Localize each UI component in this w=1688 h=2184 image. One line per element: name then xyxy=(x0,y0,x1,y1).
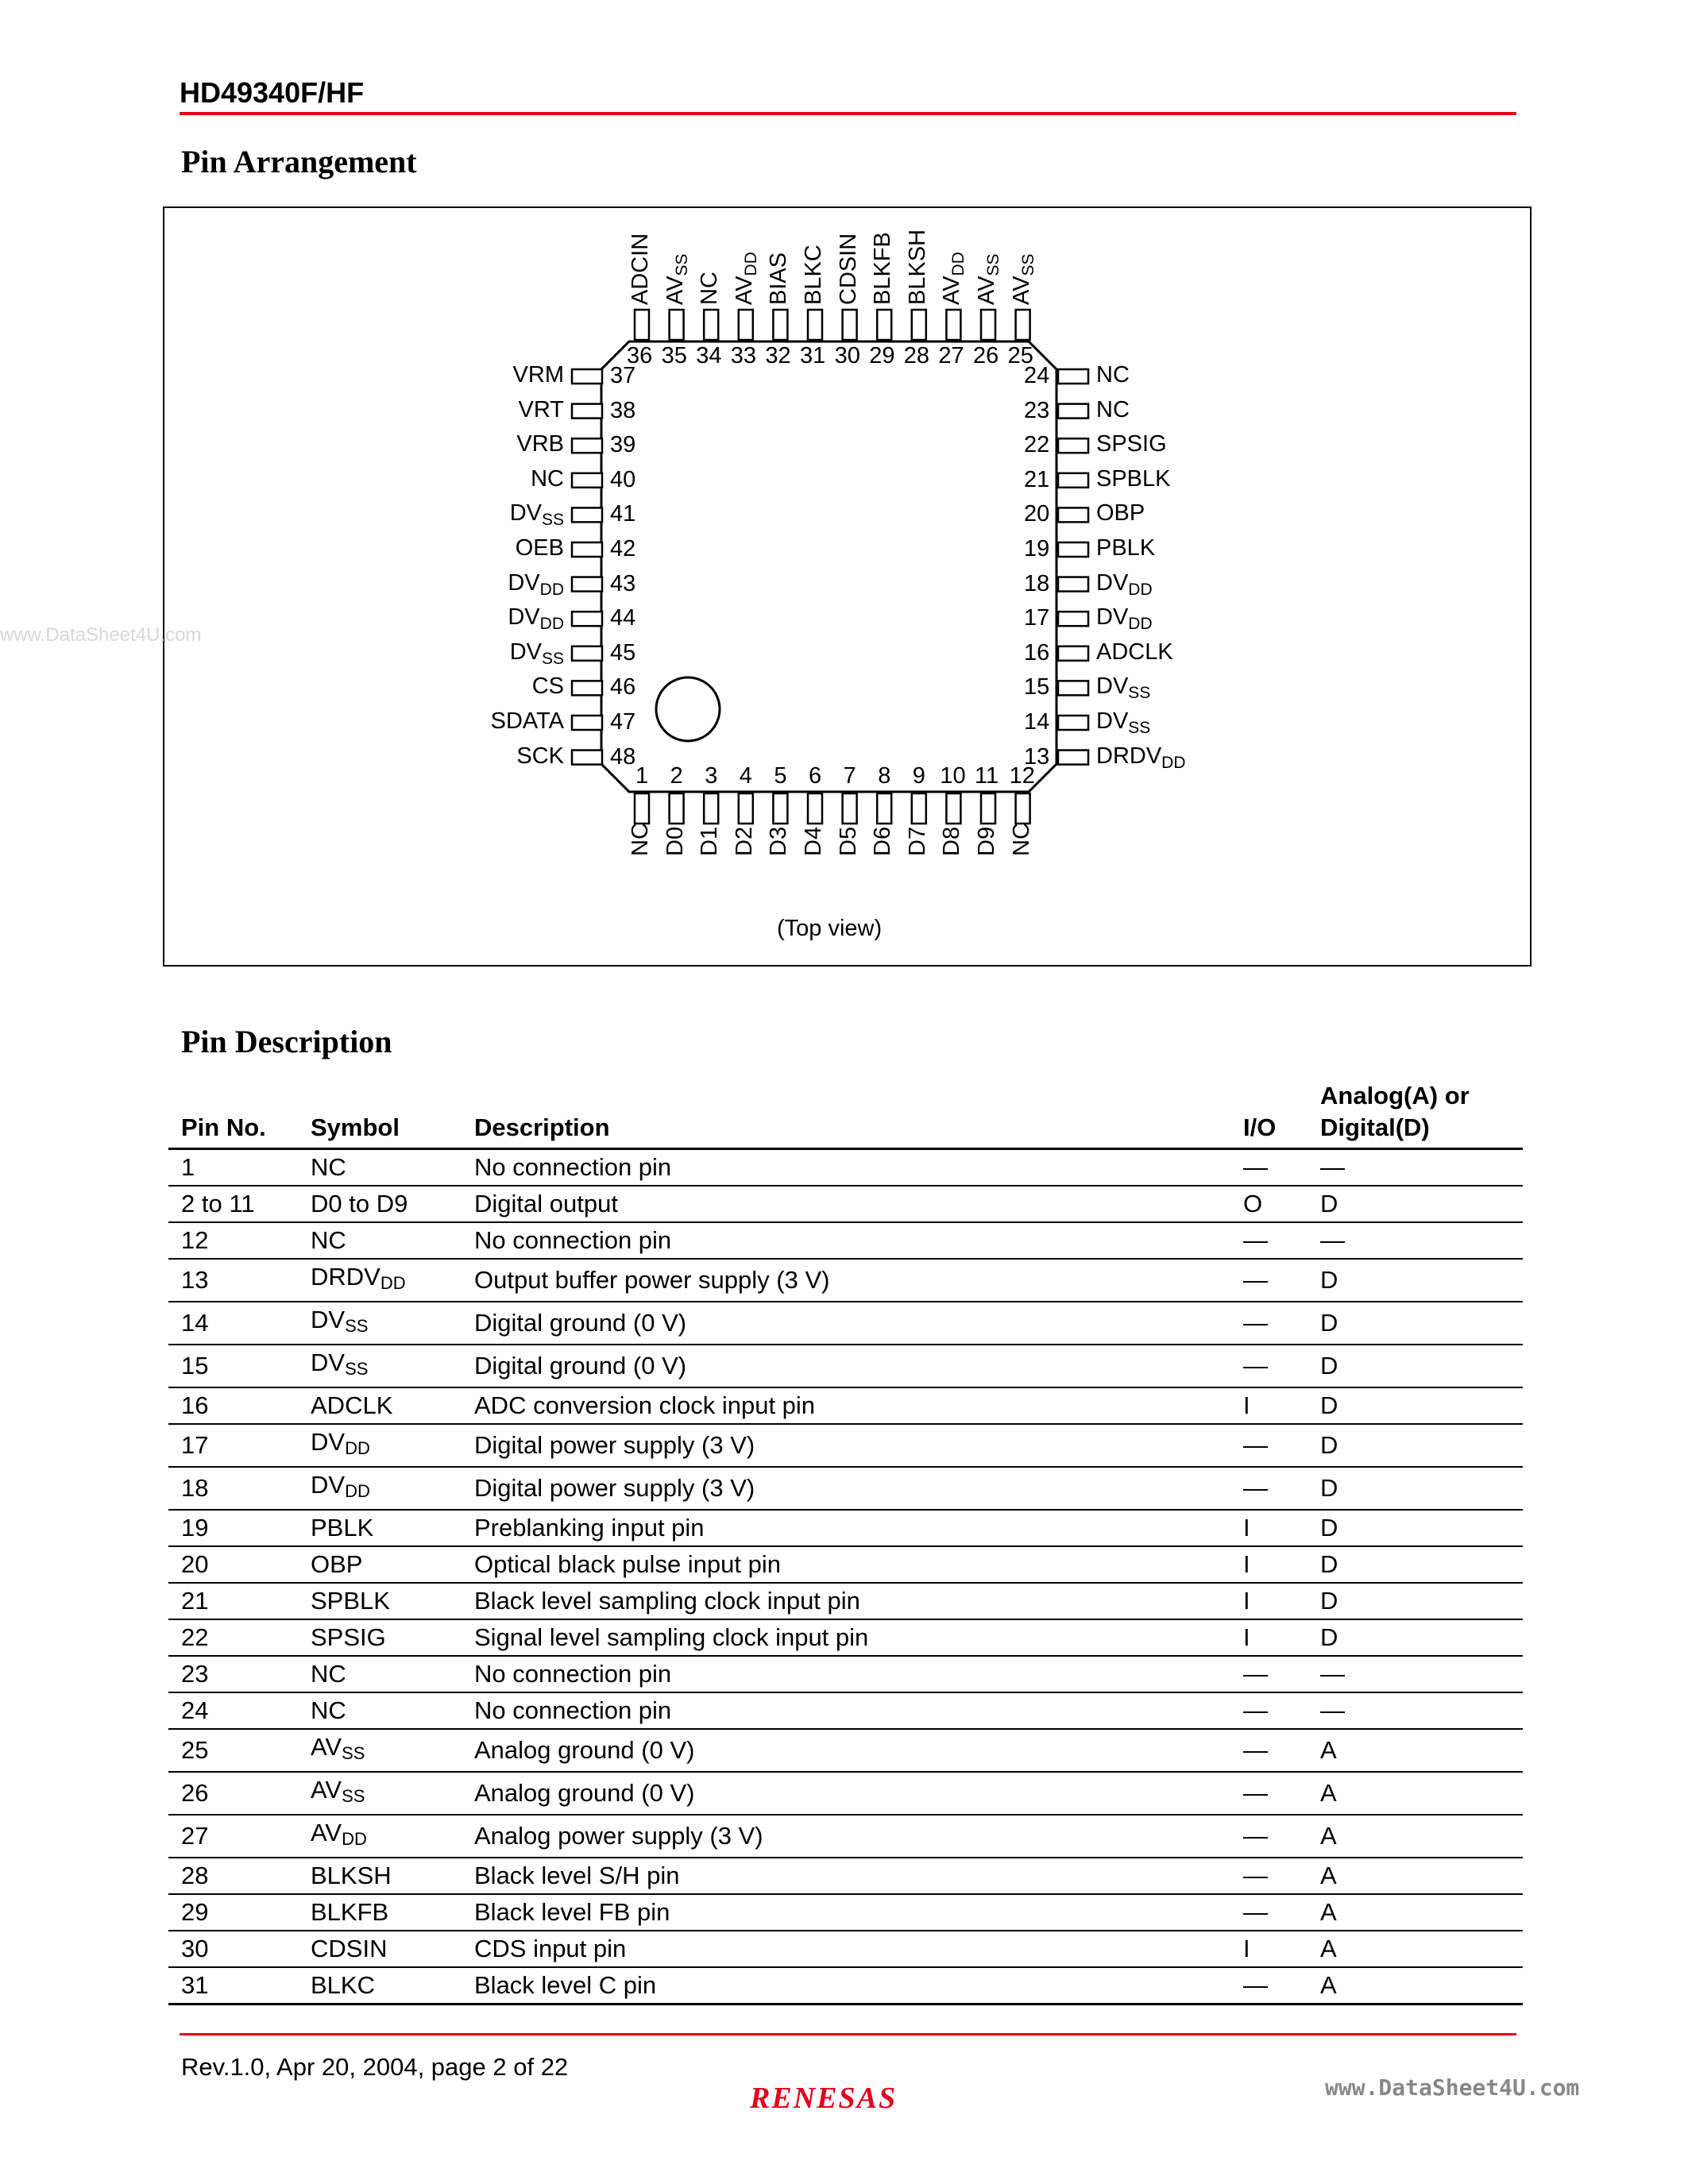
pin-label-32: BIAS xyxy=(766,252,792,305)
pin-stub-43 xyxy=(572,577,602,592)
table-row xyxy=(168,1302,1523,1345)
pin-label-48: SCK xyxy=(516,743,564,769)
pin-stub-28 xyxy=(912,310,926,340)
cell-symbol: SPSIG xyxy=(298,1619,462,1656)
cell-pin-no: 14 xyxy=(168,1302,298,1345)
pin-stub-45 xyxy=(572,646,602,661)
pin-number-11: 11 xyxy=(975,763,999,789)
cell-symbol: BLKFB xyxy=(298,1894,462,1931)
cell-description: Optical black pulse input pin xyxy=(462,1546,1230,1583)
cell-pin-no: 20 xyxy=(168,1546,298,1583)
pin-stub-23 xyxy=(1058,404,1088,419)
pin-number-12: 12 xyxy=(1009,763,1035,789)
pin-number-35: 35 xyxy=(661,343,687,369)
cell-description: Signal level sampling clock input pin xyxy=(462,1619,1230,1656)
pin-label-31: BLKC xyxy=(801,245,826,305)
document-title: HD49340F/HF xyxy=(180,76,365,109)
cell-pin-no: 15 xyxy=(168,1345,298,1387)
cell-description: Black level sampling clock input pin xyxy=(462,1583,1230,1619)
table-row xyxy=(168,1467,1523,1510)
pin-label-36: ADCIN xyxy=(628,233,653,305)
pin-label-10: D8 xyxy=(939,826,965,856)
table-row xyxy=(168,1772,1523,1815)
pin-label-41: $DV_{SS}$ xyxy=(509,500,564,530)
cell-io: — xyxy=(1230,1345,1308,1387)
cell-symbol: $DV_{DD}$ xyxy=(298,1424,462,1467)
pin-stub-34 xyxy=(704,310,718,340)
pin-number-10: 10 xyxy=(940,763,966,789)
table-body xyxy=(168,1148,1523,2004)
pin-number-31: 31 xyxy=(800,343,826,369)
cell-analog-digital: D xyxy=(1308,1619,1523,1656)
pin-label-22: SPSIG xyxy=(1096,431,1167,457)
cell-pin-no: 25 xyxy=(168,1729,298,1772)
cell-symbol: NC xyxy=(298,1222,462,1259)
cell-pin-no: 28 xyxy=(168,1858,298,1894)
pin-number-19: 19 xyxy=(1024,536,1050,561)
pin-number-38: 38 xyxy=(610,397,636,423)
pin-label-5: D3 xyxy=(766,826,792,856)
pin-number-1: 1 xyxy=(635,763,649,789)
pin-number-17: 17 xyxy=(1024,605,1050,631)
cell-description: CDS input pin xyxy=(462,1931,1230,1967)
pin-number-20: 20 xyxy=(1024,501,1050,527)
pin-number-37: 37 xyxy=(610,363,636,388)
cell-symbol: NC xyxy=(298,1692,462,1729)
pin-number-41: 41 xyxy=(610,501,636,527)
table-row xyxy=(168,1259,1523,1302)
cell-description: Analog ground (0 V) xyxy=(462,1772,1230,1815)
pin-number-25: 25 xyxy=(1007,343,1033,369)
pin-label-21: SPBLK xyxy=(1096,465,1171,492)
pin-stub-40 xyxy=(572,473,602,488)
pin-number-3: 3 xyxy=(705,763,718,789)
cell-symbol: NC xyxy=(298,1148,462,1186)
table-row xyxy=(168,1894,1523,1931)
pin-number-5: 5 xyxy=(774,763,787,789)
pin-number-22: 22 xyxy=(1024,432,1050,458)
cell-description: No connection pin xyxy=(462,1148,1230,1186)
cell-description: No connection pin xyxy=(462,1222,1230,1259)
cell-analog-digital: A xyxy=(1308,1967,1523,2005)
pin-stub-10 xyxy=(946,793,960,824)
section-title-pin-description: Pin Description xyxy=(181,1024,392,1059)
cell-analog-digital: D xyxy=(1308,1546,1523,1583)
cell-pin-no: 16 xyxy=(168,1387,298,1424)
pin-label-44: $DV_{DD}$ xyxy=(508,604,564,634)
pin-label-33: $AV_{DD}$ xyxy=(731,252,760,305)
pin-number-9: 9 xyxy=(912,763,925,789)
table-row xyxy=(168,1967,1523,2005)
table-row xyxy=(168,1510,1523,1546)
pin-label-38: VRT xyxy=(518,396,564,423)
pin-number-40: 40 xyxy=(610,466,636,492)
cell-analog-digital: D xyxy=(1308,1345,1523,1387)
pin-label-4: D2 xyxy=(731,826,757,856)
header-ad-line1: Analog(A) or xyxy=(1320,1082,1470,1109)
pin-stub-1 xyxy=(635,793,649,824)
section-title-pin-arrangement: Pin Arrangement xyxy=(181,144,417,179)
pin-stub-38 xyxy=(572,404,602,419)
cell-symbol: D0 to D9 xyxy=(298,1186,462,1222)
pin-stub-13 xyxy=(1058,751,1088,765)
cell-io: I xyxy=(1230,1510,1308,1546)
pin-number-47: 47 xyxy=(610,709,636,735)
cell-analog-digital: D xyxy=(1308,1186,1523,1222)
cell-pin-no: 13 xyxy=(168,1259,298,1302)
table-row xyxy=(168,1729,1523,1772)
cell-pin-no: 30 xyxy=(168,1931,298,1967)
pin1-marker xyxy=(656,677,720,741)
pin-stub-8 xyxy=(877,793,891,824)
cell-symbol: $AV_{SS}$ xyxy=(298,1729,462,1772)
pin-number-43: 43 xyxy=(610,570,636,596)
cell-pin-no: 27 xyxy=(168,1815,298,1858)
pin-number-6: 6 xyxy=(809,763,822,789)
cell-description: Output buffer power supply (3 V) xyxy=(462,1259,1230,1302)
pin-label-9: D7 xyxy=(904,826,930,856)
pin-label-30: CDSIN xyxy=(835,233,861,305)
table-row xyxy=(168,1387,1523,1424)
cell-analog-digital: D xyxy=(1308,1259,1523,1302)
cell-analog-digital: A xyxy=(1308,1815,1523,1858)
cell-description: Digital ground (0 V) xyxy=(462,1345,1230,1387)
cell-pin-no: 22 xyxy=(168,1619,298,1656)
pin-label-7: D5 xyxy=(835,826,861,856)
pin-description-table xyxy=(168,1080,1523,2005)
cell-io: — xyxy=(1230,1656,1308,1692)
cell-analog-digital: — xyxy=(1308,1692,1523,1729)
pin-stub-16 xyxy=(1058,646,1088,661)
cell-pin-no: 2 to 11 xyxy=(168,1186,298,1222)
pin-label-1: NC xyxy=(628,823,653,856)
pin-stub-22 xyxy=(1058,438,1088,453)
pin-stub-4 xyxy=(739,793,753,824)
cell-symbol: $DV_{SS}$ xyxy=(298,1302,462,1345)
pin-label-39: VRB xyxy=(516,431,564,457)
pin-stub-24 xyxy=(1058,369,1088,384)
cell-pin-no: 31 xyxy=(168,1967,298,2005)
cell-io: — xyxy=(1230,1302,1308,1345)
cell-symbol: SPBLK xyxy=(298,1583,462,1619)
pin-stub-46 xyxy=(572,681,602,695)
pin-number-21: 21 xyxy=(1024,466,1050,492)
header-pin-no: Pin No. xyxy=(168,1080,298,1148)
cell-io: — xyxy=(1230,1222,1308,1259)
cell-io: — xyxy=(1230,1858,1308,1894)
pin-stub-39 xyxy=(572,438,602,453)
cell-analog-digital: A xyxy=(1308,1772,1523,1815)
cell-symbol: PBLK xyxy=(298,1510,462,1546)
cell-io: — xyxy=(1230,1424,1308,1467)
pin-stub-15 xyxy=(1058,681,1088,695)
footer-revision: Rev.1.0, Apr 20, 2004, page 2 of 22 xyxy=(181,2053,569,2081)
pin-stub-20 xyxy=(1058,507,1088,522)
cell-io: I xyxy=(1230,1931,1308,1967)
pin-number-18: 18 xyxy=(1024,570,1050,596)
pin-label-35: $AV_{SS}$ xyxy=(662,253,691,305)
pin-label-20: OBP xyxy=(1096,500,1145,527)
pin-label-25: $AV_{SS}$ xyxy=(1008,253,1037,305)
package-diagram xyxy=(0,0,1688,977)
cell-symbol: $DRDV_{DD}$ xyxy=(298,1259,462,1302)
cell-analog-digital: A xyxy=(1308,1894,1523,1931)
table-row xyxy=(168,1656,1523,1692)
pin-number-29: 29 xyxy=(869,343,895,369)
cell-symbol: $DV_{DD}$ xyxy=(298,1467,462,1510)
pin-number-30: 30 xyxy=(834,343,860,369)
pin-stub-37 xyxy=(572,369,602,384)
pin-label-12: NC xyxy=(1008,823,1034,856)
pin-number-2: 2 xyxy=(670,763,683,789)
pin-stub-7 xyxy=(843,793,857,824)
pin-stub-35 xyxy=(670,310,684,340)
cell-analog-digital: D xyxy=(1308,1583,1523,1619)
pin-stub-31 xyxy=(808,310,822,340)
cell-description: Black level C pin xyxy=(462,1967,1230,2005)
pin-label-17: $DV_{DD}$ xyxy=(1096,604,1153,634)
cell-symbol: BLKSH xyxy=(298,1858,462,1894)
pin-number-16: 16 xyxy=(1024,639,1050,666)
cell-io: I xyxy=(1230,1387,1308,1424)
cell-description: Preblanking input pin xyxy=(462,1510,1230,1546)
table-row xyxy=(168,1148,1523,1186)
pin-label-18: $DV_{DD}$ xyxy=(1096,569,1153,599)
pin-label-14: $DV_{SS}$ xyxy=(1096,708,1151,737)
pin-stub-42 xyxy=(572,542,602,557)
cell-description: No connection pin xyxy=(462,1692,1230,1729)
header-analog-digital xyxy=(1308,1080,1523,1148)
cell-io: — xyxy=(1230,1467,1308,1510)
pin-number-15: 15 xyxy=(1024,674,1050,700)
pin-stub-30 xyxy=(843,310,857,340)
pin-label-19: PBLK xyxy=(1096,535,1156,561)
pin-stub-41 xyxy=(572,507,602,522)
pin-number-46: 46 xyxy=(610,674,636,700)
pin-stub-29 xyxy=(877,310,891,340)
cell-description: Black level FB pin xyxy=(462,1894,1230,1931)
cell-analog-digital: — xyxy=(1308,1656,1523,1692)
renesas-logo: RENESAS xyxy=(750,2082,898,2115)
pin-number-36: 36 xyxy=(627,343,653,369)
pin-stub-25 xyxy=(1016,310,1030,340)
cell-io: — xyxy=(1230,1967,1308,2005)
cell-analog-digital: A xyxy=(1308,1729,1523,1772)
cell-analog-digital: D xyxy=(1308,1424,1523,1467)
top-view-caption: (Top view) xyxy=(777,916,883,941)
pin-label-6: D4 xyxy=(801,826,826,856)
cell-io: I xyxy=(1230,1619,1308,1656)
table-row xyxy=(168,1424,1523,1467)
pin-number-39: 39 xyxy=(610,432,636,458)
cell-io: — xyxy=(1230,1772,1308,1815)
pin-label-23: NC xyxy=(1096,396,1130,423)
pin-label-28: BLKSH xyxy=(904,229,930,305)
pin-number-4: 4 xyxy=(739,763,752,789)
pin-label-46: CS xyxy=(531,673,564,700)
pin-label-45: $DV_{SS}$ xyxy=(509,639,564,668)
cell-description: ADC conversion clock input pin xyxy=(462,1387,1230,1424)
pin-number-45: 45 xyxy=(610,639,636,666)
cell-description: No connection pin xyxy=(462,1656,1230,1692)
pin-stub-33 xyxy=(739,310,753,340)
pin-label-8: D6 xyxy=(870,826,896,856)
pin-stub-11 xyxy=(981,793,995,824)
footer-rule xyxy=(180,2033,1516,2035)
pin-stub-6 xyxy=(808,793,822,824)
cell-io: — xyxy=(1230,1692,1308,1729)
pin-number-32: 32 xyxy=(765,343,791,369)
table-row xyxy=(168,1858,1523,1894)
pin-label-15: $DV_{SS}$ xyxy=(1096,673,1151,703)
pin-number-44: 44 xyxy=(610,605,636,631)
pin-number-42: 42 xyxy=(610,536,636,561)
cell-pin-no: 12 xyxy=(168,1222,298,1259)
pin-stub-27 xyxy=(946,310,960,340)
pin-number-33: 33 xyxy=(730,343,757,369)
cell-description: Digital output xyxy=(462,1186,1230,1222)
cell-description: Black level S/H pin xyxy=(462,1858,1230,1894)
pin-label-13: $DRDV_{DD}$ xyxy=(1096,743,1186,772)
header-symbol: Symbol xyxy=(298,1080,462,1148)
package-body xyxy=(601,341,1056,792)
table-row xyxy=(168,1222,1523,1259)
cell-io: — xyxy=(1230,1729,1308,1772)
cell-pin-no: 21 xyxy=(168,1583,298,1619)
cell-symbol: OBP xyxy=(298,1546,462,1583)
cell-pin-no: 23 xyxy=(168,1656,298,1692)
pin-number-34: 34 xyxy=(696,343,722,369)
pin-number-14: 14 xyxy=(1024,709,1050,735)
cell-description: Digital ground (0 V) xyxy=(462,1302,1230,1345)
pin-number-26: 26 xyxy=(973,343,999,369)
pin-number-48: 48 xyxy=(610,743,636,770)
cell-analog-digital: A xyxy=(1308,1858,1523,1894)
pin-number-28: 28 xyxy=(903,343,930,369)
pin-label-42: OEB xyxy=(515,535,564,561)
cell-io: O xyxy=(1230,1186,1308,1222)
pin-stub-21 xyxy=(1058,473,1088,488)
table-header-row xyxy=(168,1080,1523,1148)
pin-label-2: D0 xyxy=(662,826,688,856)
pin-stub-2 xyxy=(670,793,684,824)
header-description: Description xyxy=(462,1080,1230,1148)
pin-stub-5 xyxy=(773,793,787,824)
pin-label-37: VRM xyxy=(512,362,564,388)
cell-analog-digital: A xyxy=(1308,1931,1523,1967)
cell-symbol: $AV_{SS}$ xyxy=(298,1772,462,1815)
cell-description: Analog ground (0 V) xyxy=(462,1729,1230,1772)
pin-label-40: NC xyxy=(531,465,564,492)
table-row xyxy=(168,1345,1523,1387)
pin-stub-18 xyxy=(1058,577,1088,592)
pin-number-23: 23 xyxy=(1024,397,1050,423)
pin-stubs xyxy=(572,310,1088,824)
pin-number-13: 13 xyxy=(1024,743,1050,770)
cell-io: — xyxy=(1230,1815,1308,1858)
pin-stub-17 xyxy=(1058,612,1088,626)
cell-pin-no: 17 xyxy=(168,1424,298,1467)
pin-stub-32 xyxy=(773,310,787,340)
pin-number-27: 27 xyxy=(938,343,964,369)
table-row xyxy=(168,1619,1523,1656)
cell-io: — xyxy=(1230,1894,1308,1931)
cell-io: I xyxy=(1230,1546,1308,1583)
cell-pin-no: 24 xyxy=(168,1692,298,1729)
table-row xyxy=(168,1546,1523,1583)
cell-symbol: ADCLK xyxy=(298,1387,462,1424)
cell-analog-digital: D xyxy=(1308,1387,1523,1424)
pin-number-7: 7 xyxy=(843,763,856,789)
cell-analog-digital: D xyxy=(1308,1510,1523,1546)
pin-stub-47 xyxy=(572,716,602,730)
pin-number-24: 24 xyxy=(1024,363,1050,388)
cell-description: Digital power supply (3 V) xyxy=(462,1467,1230,1510)
pin-label-27: $AV_{DD}$ xyxy=(939,252,968,305)
pin-label-11: D9 xyxy=(974,826,999,856)
cell-io: — xyxy=(1230,1259,1308,1302)
table-row xyxy=(168,1931,1523,1967)
header-io: I/O xyxy=(1230,1080,1308,1148)
cell-io: — xyxy=(1230,1148,1308,1186)
watermark-left: www.DataSheet4U.com xyxy=(0,624,202,646)
cell-analog-digital: — xyxy=(1308,1222,1523,1259)
pin-label-26: $AV_{SS}$ xyxy=(974,253,1002,305)
pin-stub-12 xyxy=(1016,793,1030,824)
cell-pin-no: 26 xyxy=(168,1772,298,1815)
pin-label-3: D1 xyxy=(697,826,723,856)
table-row xyxy=(168,1692,1523,1729)
pin-stub-9 xyxy=(912,793,926,824)
pin-label-47: SDATA xyxy=(490,708,564,734)
pin-label-43: $DV_{DD}$ xyxy=(508,569,564,599)
cell-symbol: CDSIN xyxy=(298,1931,462,1967)
cell-analog-digital: D xyxy=(1308,1302,1523,1345)
cell-symbol: BLKC xyxy=(298,1967,462,2005)
pin-stub-48 xyxy=(572,751,602,765)
watermark-bottom-right: www.DataSheet4U.com xyxy=(1325,2074,1580,2101)
table-row xyxy=(168,1186,1523,1222)
pin-stub-44 xyxy=(572,612,602,626)
cell-description: Analog power supply (3 V) xyxy=(462,1815,1230,1858)
pin-stub-14 xyxy=(1058,716,1088,730)
cell-pin-no: 1 xyxy=(168,1148,298,1186)
cell-symbol: $DV_{SS}$ xyxy=(298,1345,462,1387)
cell-symbol: $AV_{DD}$ xyxy=(298,1815,462,1858)
header-ad-line2: Digital(D) xyxy=(1320,1113,1430,1142)
pin-stub-19 xyxy=(1058,542,1088,557)
cell-description: Digital power supply (3 V) xyxy=(462,1424,1230,1467)
pin-stub-3 xyxy=(704,793,718,824)
pin-label-29: BLKFB xyxy=(870,232,896,305)
pin-number-8: 8 xyxy=(878,763,891,789)
cell-pin-no: 18 xyxy=(168,1467,298,1510)
table-row xyxy=(168,1815,1523,1858)
pin-label-34: NC xyxy=(697,272,723,305)
pin-label-24: NC xyxy=(1096,362,1130,388)
pin-label-16: ADCLK xyxy=(1096,639,1173,665)
cell-pin-no: 19 xyxy=(168,1510,298,1546)
cell-pin-no: 29 xyxy=(168,1894,298,1931)
pin-stub-36 xyxy=(635,310,649,340)
cell-symbol: NC xyxy=(298,1656,462,1692)
cell-io: I xyxy=(1230,1583,1308,1619)
pin-stub-26 xyxy=(981,310,995,340)
cell-analog-digital: — xyxy=(1308,1148,1523,1186)
cell-analog-digital: D xyxy=(1308,1467,1523,1510)
table-row xyxy=(168,1583,1523,1619)
